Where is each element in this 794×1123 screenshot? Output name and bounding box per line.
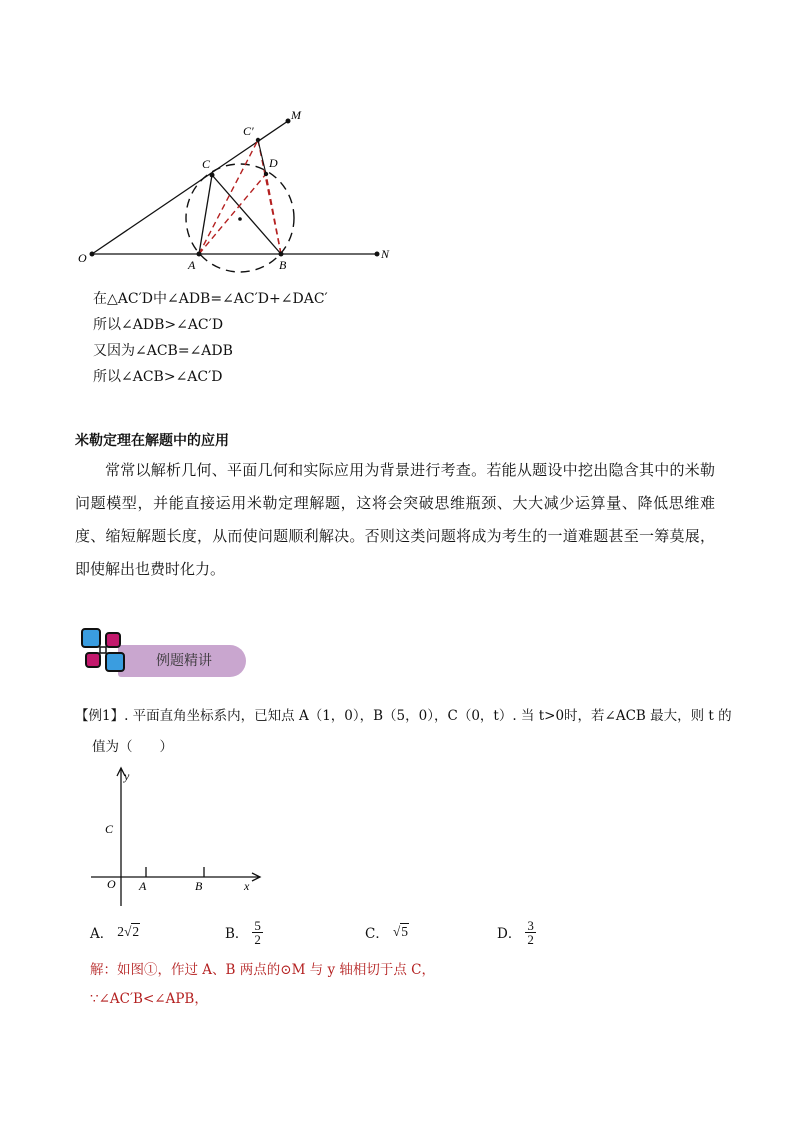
label-b: B bbox=[279, 258, 287, 272]
proof-line-3: 又因为∠ACB=∠ADB bbox=[93, 343, 233, 359]
option-d-label: D． bbox=[497, 926, 522, 942]
option-d[interactable] bbox=[497, 914, 536, 950]
label-b-point: B bbox=[195, 879, 203, 893]
point-c bbox=[210, 173, 215, 178]
point-o bbox=[90, 252, 95, 257]
option-a[interactable] bbox=[90, 919, 140, 945]
option-b-label: B． bbox=[225, 926, 249, 942]
proof-line-1: 在△AC′D中∠ADB=∠AC′D+∠DAC′ bbox=[93, 291, 328, 307]
label-n: N bbox=[381, 247, 390, 261]
label-origin: O bbox=[107, 877, 116, 891]
label-m: M bbox=[291, 108, 301, 122]
paragraph-text: 常常以解析几何、平面几何和实际应用为背景进行考查。若能从题设中挖出隐含其中的米勒问题模型，并能直接运用米勒定理解题，这将会突破思维瓶颈、大大减少运算量、降低思维难度、缩短解题长度，从而使问题顺利解决。否则这类问题将成为考生的一道难题甚至一筹莫展，即使解出也费时化力。 bbox=[75, 461, 715, 578]
label-o: O bbox=[78, 251, 87, 265]
miller-diagram bbox=[70, 100, 410, 280]
example-question-line-1: 【例1】. 平面直角坐标系内，已知点 A（1，0），B（5，0），C（0，t）. 当 t>0时，若∠ACB 最大，则 t 的 bbox=[75, 708, 732, 724]
point-b bbox=[279, 252, 284, 257]
dash-bd bbox=[266, 174, 281, 254]
label-a: A bbox=[188, 258, 196, 272]
option-d-den: 2 bbox=[527, 931, 534, 947]
option-c[interactable] bbox=[365, 919, 409, 945]
option-a-value: 2√2 bbox=[117, 924, 140, 939]
option-b-den: 2 bbox=[254, 931, 261, 947]
point-n bbox=[375, 252, 380, 257]
section-title: 米勒定理在解题中的应用 bbox=[75, 433, 229, 449]
circle-center bbox=[238, 217, 242, 221]
solution-line-1: 解：如图①，作过 A、B 两点的⊙M 与 y 轴相切于点 C， bbox=[90, 962, 436, 978]
option-c-label: C． bbox=[365, 926, 389, 942]
section-paragraph bbox=[75, 454, 715, 586]
proof-line-2: 所以∠ADB>∠AC′D bbox=[93, 317, 224, 333]
coordinate-figure bbox=[88, 762, 268, 912]
option-a-coef: 2 bbox=[117, 924, 124, 939]
label-c-prime: C′ bbox=[243, 124, 254, 138]
puzzle-icon bbox=[78, 625, 130, 677]
option-c-radicand: 5 bbox=[401, 924, 409, 939]
label-x: x bbox=[244, 879, 250, 893]
point-c-prime bbox=[256, 138, 260, 142]
example-banner bbox=[78, 625, 248, 681]
banner-label: 例题精讲 bbox=[156, 653, 212, 669]
point-m bbox=[286, 119, 291, 124]
option-a-label: A． bbox=[90, 926, 114, 942]
point-a bbox=[197, 252, 202, 257]
option-b-num: 5 bbox=[254, 917, 261, 933]
label-a-point: A bbox=[139, 879, 147, 893]
label-d: D bbox=[269, 156, 278, 170]
label-c-point: C bbox=[105, 822, 114, 836]
dash-ad bbox=[199, 174, 266, 254]
option-b-fraction bbox=[252, 919, 263, 946]
solution-line-2: ∵∠AC′B<∠APB， bbox=[90, 991, 208, 1007]
point-d bbox=[264, 172, 268, 176]
proof-line-4: 所以∠ACB>∠AC′D bbox=[93, 369, 223, 385]
option-a-radicand: 2 bbox=[132, 924, 140, 939]
option-d-num: 3 bbox=[527, 917, 534, 933]
option-d-fraction bbox=[525, 919, 536, 946]
example-question-line-2: 值为（ ） bbox=[92, 739, 173, 755]
segment-cb bbox=[212, 175, 281, 254]
option-b[interactable] bbox=[225, 914, 263, 950]
label-c: C bbox=[202, 157, 211, 171]
label-y: y bbox=[124, 769, 130, 783]
option-c-value: √5 bbox=[392, 924, 409, 939]
